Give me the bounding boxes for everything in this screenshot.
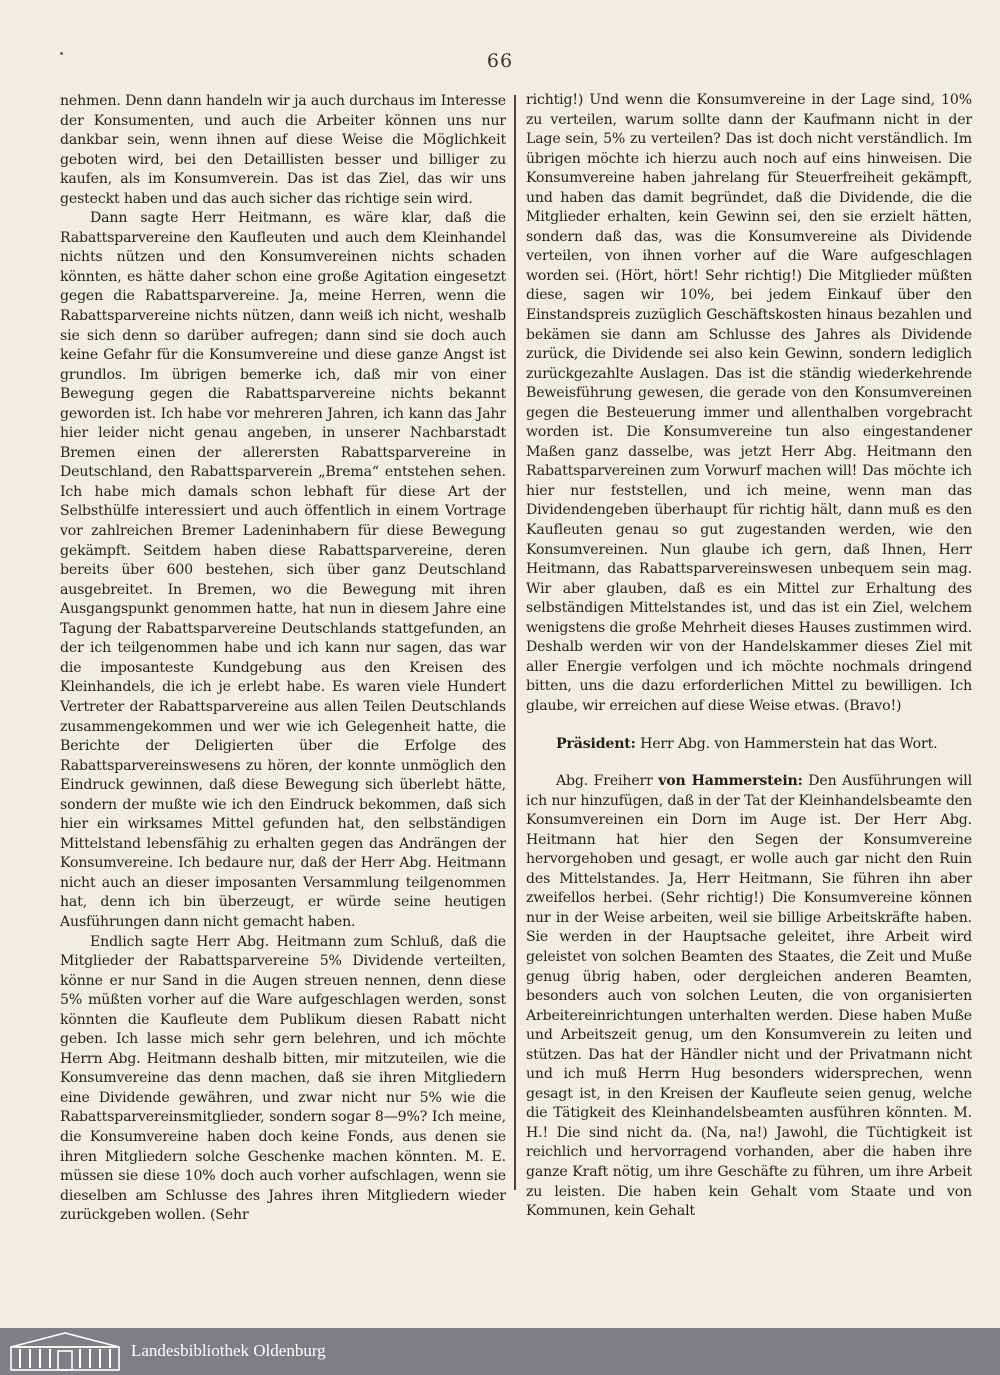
paragraph: Dann sagte Herr Heitmann, es wäre klar, daß die Rabattsparvereine den Kaufleuten und auch dem Kleinhandel nichts nützen und den Konsumvereinen nichts schaden könnten, es hätte daher schon eine große Agitation eingesetzt gegen die Rabattsparvereine. Ja, meine Herren, wenn die Rabattsparvereine nichts nützen, dann weiß ich nicht, weshalb sie sich denn so darüber aufregen; dann sind sie doch auch keine Gefahr für die Konsumvereine und diese ganze Angst ist grundlos. Im übrigen bemerke ich, daß mir von einer Bewegung gegen die Rabattsparvereine nichts bekannt geworden ist. Ich habe vor mehreren Jahren, ich kann das Jahr hier leider nicht genau angeben, in unserer Nachbarstadt Bremen einen der allerersten Rabattsparvereine in Deutschland, den Rabattsparverein „Brema“ entstehen sehen. Ich habe mich damals schon lebhaft für diese Art der Selbsthülfe interessiert und auch öffentlich in einem Vortrage vor zahlreichen Bremer Ladeninhabern für diese Bewegung gekämpft. Seitdem haben diese Rabattsparvereine, deren bereits über 600 bestehen, sich über ganz Deutschland ausgebreitet. In Bremen, wo die Bewegung mit ihren Ausgangspunkt genommen hatte, hat nun in diesem Jahre eine Tagung der Rabattsparvereine Deutschlands stattgefunden, an der ich teilgenommen habe und ich kann nur sagen, das war die imposanteste Kundgebung aus den Kreisen des Kleinhandels, die ich je erlebt habe. Es waren viele Hundert Vertreter der Rabattsparvereine aus allen Teilen Deutschlands zusammengekommen und wer wie ich Gelegenheit hatte, die Berichte der Deligierten über die Erfolge des Rabattsparvereinswesens zu hören, der konnte unmöglich den Eindruck gewinnen, daß diese Bewegung sich überlebt hätte, sondern der mußte wie ich den Eindruck bekommen, daß sich hier ein wirksames Mittel gefunden hat, den selbständigen Mittelstand lebensfähig zu erhalten gegen das Andrängen der Konsumvereine. Ich bedaure nur, daß der Herr Abg. Heitmann nicht auch an dieser imposanten Versammlung teilgenommen hat, denn ich bin überzeugt, er würde seine heutigen Ausführungen dann nicht gemacht haben. <box>60 210 506 930</box>
library-building-icon <box>10 1331 120 1371</box>
library-name: Landesbibliothek Oldenburg <box>131 1341 326 1360</box>
library-footer <box>0 1328 1000 1375</box>
paragraph: nehmen. Denn dann handeln wir ja auch durchaus im Interesse der Konsumenten, und auch die Arbeiter können uns nur dankbar sein, wenn ihnen auf diese Weise die Möglichkeit geboten wird, bei den Detaillisten besser und billiger zu kaufen, als im Konsumverein. Das ist das Ziel, das wir uns gesteckt haben und das auch sicher das richtige sein wird. <box>60 93 506 207</box>
column-divider <box>514 95 516 1190</box>
paragraph-gap <box>526 754 972 772</box>
hammerstein-speech <box>526 772 972 1222</box>
page-number: 66 <box>486 50 514 72</box>
speech-text: Den Ausführungen will ich nur hinzufügen, daß in der Tat der Kleinhandelsbeamte den Konsumvereinen ein Dorn im Auge ist. Der Herr Abg. Heitmann hat hier den Segen der Konsumvereine hervorgehoben und gesagt, er wolle auch gar nicht den Ruin des Mittelstandes. Ja, Herr Heitmann, Sie führen ihn aber zweifellos herbei. (Sehr richtig!) Die Konsumvereine können nur in der Weise arbeiten, weil sie billige Arbeitskräfte haben. Sie werden in der Hauptsache geleitet, ihre Arbeit wird geleistet von solchen Beamten des Staates, die Zeit und Muße genug übrig haben, oder dergleichen anderen Beamten, besonders auch von solchen Leuten, die von organisierten Arbeitereinrichtungen unterhalten werden. Diese haben Muße und Arbeitszeit genug, um den Konsumverein zu leiten und stützen. Das hat der Händler nicht und der Privatmann nicht und ich muß Herrn Hug besonders widersprechen, wenn gesagt ist, in den Kreisen der Kaufleute seien genug, welche die Tätigkeit des Kleinhandelsbeamten ausführen könnten. M. H.! Die sind nicht da. (Na, na!) Jawohl, die Tüchtigkeit ist reichlich und hervorragend vorhanden, aber die haben ihre ganze Kraft nötig, um ihre Geschäfte zu führen, um ihre Arbeit zu leisten. Die haben kein Gehalt vom Staate und von Kommunen, kein Gehalt <box>526 773 972 1220</box>
right-column <box>526 91 972 1222</box>
speaker-prefix: Abg. Freiherr <box>556 773 659 790</box>
paragraph: Endlich sagte Herr Abg. Heitmann zum Schluß, daß die Mitglieder der Rabattsparvereine 5% Dividende verteilten, könne er nur Sand in die Augen streuen nennen, denn diese 5% müßten vorher auf die Ware aufgeschlagen werden, sonst könnten die Kaufleute dem Publikum diesen Rabatt nicht geben. Ich lasse mich sehr gern belehren, und ich möchte Herrn Abg. Heitmann deshalb bitten, mir mitzuteilen, wie die Konsumvereine das denn machen, daß sie ihren Mitgliedern eine Dividende gewähren, und zwar nicht nur 5% wie die Rabattsparvereinsmitglieder, sondern sogar 8—9%? Ich meine, die Konsumvereine haben doch keine Fonds, aus denen sie ihren Mitgliedern solche Geschenke machen könnten. M. E. müssen sie diese 10% doch auch vorher aufschlagen, wenn sie dieselben am Schlusse des Jahres ihren Mitgliedern wieder zurückgeben wollen. (Sehr <box>60 933 506 1224</box>
paragraph-gap <box>526 717 972 735</box>
left-column <box>60 92 506 1226</box>
statement-text: Herr Abg. von Hammerstein hat das Wort. <box>635 735 938 752</box>
paragraph: richtig!) Und wenn die Konsumvereine in der Lage sind, 10% zu verteilen, warum sollte dann der Kaufmann nicht in der Lage sein, 5% zu verteilen? Das ist doch nicht verständlich. Im übrigen möchte ich hierzu auch noch auf eins hinweisen. Die Konsumvereine haben jahrelang für Steuerfreiheit gekämpft, und haben das damit begründet, daß die Dividende, die die Mitglieder erhalten, kein Gewinn sei, den sie erzielt hätten, sondern daß das, was die Konsumvereine als Dividende verteilen, von ihnen vorher auf die Ware aufgeschlagen worden sei. (Hört, hört! Sehr richtig!) Die Mitglieder müßten diese, sagen wir 10%, bei jedem Einkauf über den Einstandspreis zuzüglich Geschäftskosten hinaus bezahlen und bekämen sie dann am Schlusse des Jahres als Dividende zurück, die Dividende sei also kein Gewinn, sondern lediglich zurückgezahlte Auslagen. Das ist die ständig wiederkehrende Beweisführung gewesen, die gerade von den Konsumvereinen gegen die Besteuerung immer und allenthalben vorgebracht worden ist. Die Konsumvereine tun also eingestandener Maßen ganz dasselbe, was jetzt Herr Abg. Heitmann den Rabattsparvereinen zum Vorwurf machen will! Das möchte ich hier nur feststellen, und ich meine, wenn man das Dividendengeben überhaupt für richtig hält, dann muß es den Kaufleuten genau so gut zugestanden werden, wie den Konsumvereinen. Nun glaube ich gern, daß Ihnen, Herr Heitmann, das Rabattsparvereinswesen unbequem sein mag. Wir aber glauben, daß es ein Mittel zur Erhaltung des selbständigen Mittelstandes ist, und das ist ein Ziel, welchem wenigstens die große Mehrheit dieses Hauses zustimmen wird. Deshalb werden wir von der Handelskammer dieses Ziel mit aller Energie verfolgen und ich möchte nochmals dringend bitten, uns die dazu erforderlichen Mittel zu bewilligen. Ich glaube, wir erreichen auf diese Weise etwas. (Bravo!) <box>526 92 972 714</box>
president-statement <box>526 735 972 755</box>
speaker-name: Präsident: <box>556 735 636 752</box>
speaker-name: von Hammerstein: <box>658 773 803 790</box>
